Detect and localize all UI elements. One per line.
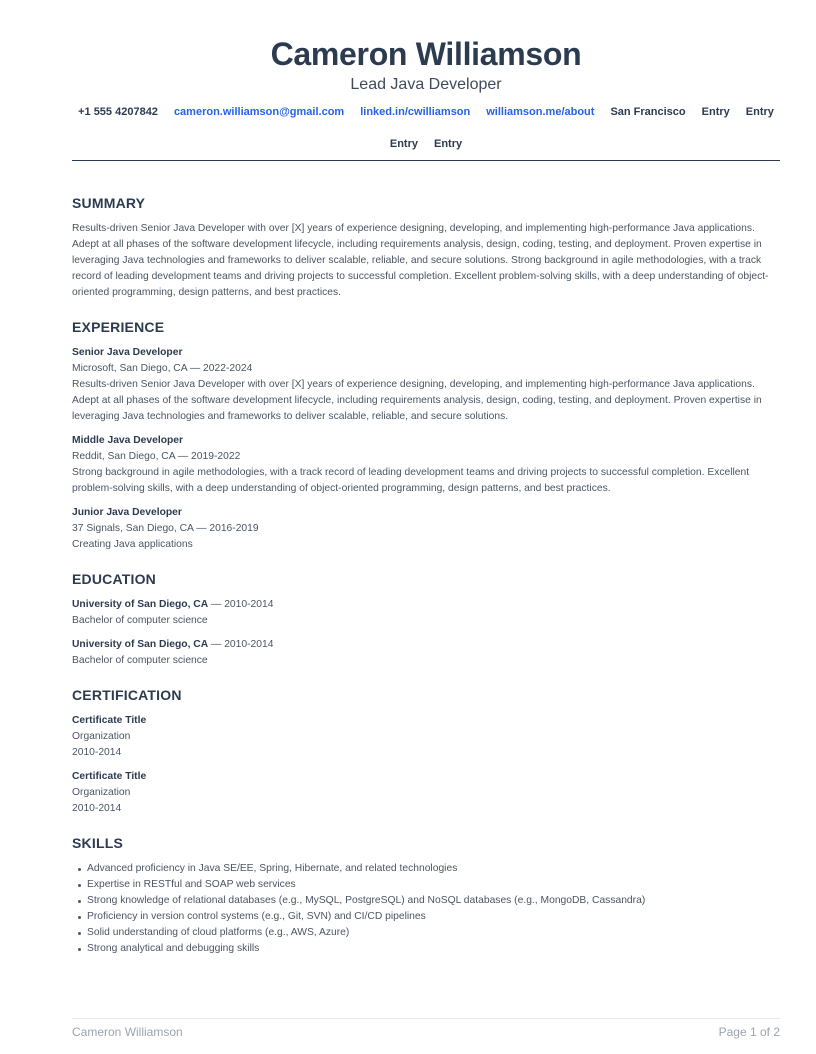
skills-list <box>78 861 645 957</box>
education-entry <box>72 597 273 613</box>
education-heading: EDUCATION <box>72 571 156 587</box>
contact-entry: Entry <box>389 138 418 150</box>
experience-position: Junior Java Developer <box>72 507 182 518</box>
header-divider <box>72 160 780 161</box>
skill-item: Strong analytical and debugging skills <box>78 941 645 957</box>
certificate-organization: Organization <box>72 787 131 798</box>
certificate-title: Certificate Title <box>72 715 147 726</box>
skill-item: Strong knowledge of relational databases (e.g., MySQL, PostgreSQL) and NoSQL databases (e.g., MongoDB, Cassandra) <box>78 893 645 909</box>
experience-company: Reddit, San Diego, CA — 2019-2022 <box>72 451 241 462</box>
experience-description: Strong background in agile methodologies, with a track record of leading development teams and driving projects to successful completion. Excellent problem-solving skills, with a deep understanding of object-oriented programming, design patterns, and best practices. <box>72 467 750 494</box>
certificate-organization: Organization <box>72 731 131 742</box>
skill-item: Solid understanding of cloud platforms (e.g., AWS, Azure) <box>78 925 645 941</box>
certificate-title: Certificate Title <box>72 771 147 782</box>
contact-phone: +1 555 4207842 <box>78 106 158 118</box>
contact-location: San Francisco <box>610 106 686 118</box>
skill-item: Expertise in RESTful and SOAP web services <box>78 877 645 893</box>
footer-name: Cameron Williamson <box>72 1025 183 1039</box>
contact-row-2 <box>72 136 780 152</box>
experience-description: Creating Java applications <box>72 539 193 550</box>
education-school: University of San Diego, CA <box>72 599 209 610</box>
experience-company: Microsoft, San Diego, CA — 2022-2024 <box>72 363 253 374</box>
summary-heading: SUMMARY <box>72 195 146 211</box>
candidate-name: Cameron Williamson <box>270 36 582 72</box>
skill-item: Advanced proficiency in Java SE/EE, Spring, Hibernate, and related technologies <box>78 861 645 877</box>
experience-position: Senior Java Developer <box>72 347 183 358</box>
education-degree: Bachelor of computer science <box>72 655 208 666</box>
experience-description: Results-driven Senior Java Developer with over [X] years of experience designing, developing, and implementing high-performance Java applications. Adept at all phases of the software development lifecycle, including requirements analysis, design, coding, testing, and deployment. Proven expertise in leveraging Java technologies and frameworks to deliver scalable, reliable, and secure solutions. <box>72 379 762 422</box>
contact-website-link[interactable]: williamson.me/about <box>486 106 595 118</box>
resume-page <box>72 0 780 1054</box>
contact-entry: Entry <box>745 106 774 118</box>
certificate-dates: 2010-2014 <box>72 747 122 758</box>
education-degree: Bachelor of computer science <box>72 615 208 626</box>
certification-heading: CERTIFICATION <box>72 687 182 703</box>
education-dates: — 2010-2014 <box>208 599 274 610</box>
summary-text: Results-driven Senior Java Developer with over [X] years of experience designing, developing, and implementing high-performance Java applications. Adept at all phases of the software development lifecycle, including requirements analysis, design, coding, testing, and deployment. Proven expertise in leveraging Java technologies and frameworks to deliver scalable, reliable, and secure solutions. Strong background in agile methodologies, with a track record of leading development teams and driving projects to successful completion. Excellent problem-solving skills, with a deep understanding of object-oriented programming, design patterns, and best practices. <box>72 223 769 298</box>
education-entry <box>72 637 273 653</box>
education-dates: — 2010-2014 <box>208 639 274 650</box>
certificate-dates: 2010-2014 <box>72 803 122 814</box>
contact-entry: Entry <box>434 138 463 150</box>
education-school: University of San Diego, CA <box>72 639 209 650</box>
contact-row-1 <box>72 104 780 120</box>
contact-email-link[interactable]: cameron.williamson@gmail.com <box>173 106 345 118</box>
page-number: Page 1 of 2 <box>718 1025 780 1039</box>
candidate-role: Lead Java Developer <box>350 76 502 93</box>
experience-company: 37 Signals, San Diego, CA — 2016-2019 <box>72 523 259 534</box>
skill-item: Proficiency in version control systems (e.g., Git, SVN) and CI/CD pipelines <box>78 909 645 925</box>
footer-divider <box>72 1018 780 1019</box>
experience-heading: EXPERIENCE <box>72 319 165 335</box>
contact-bar <box>72 104 780 152</box>
experience-position: Middle Java Developer <box>72 435 184 446</box>
skills-heading: SKILLS <box>72 835 123 851</box>
contact-entry: Entry <box>701 106 730 118</box>
contact-linkedin-link[interactable]: linked.in/cwilliamson <box>360 106 471 118</box>
